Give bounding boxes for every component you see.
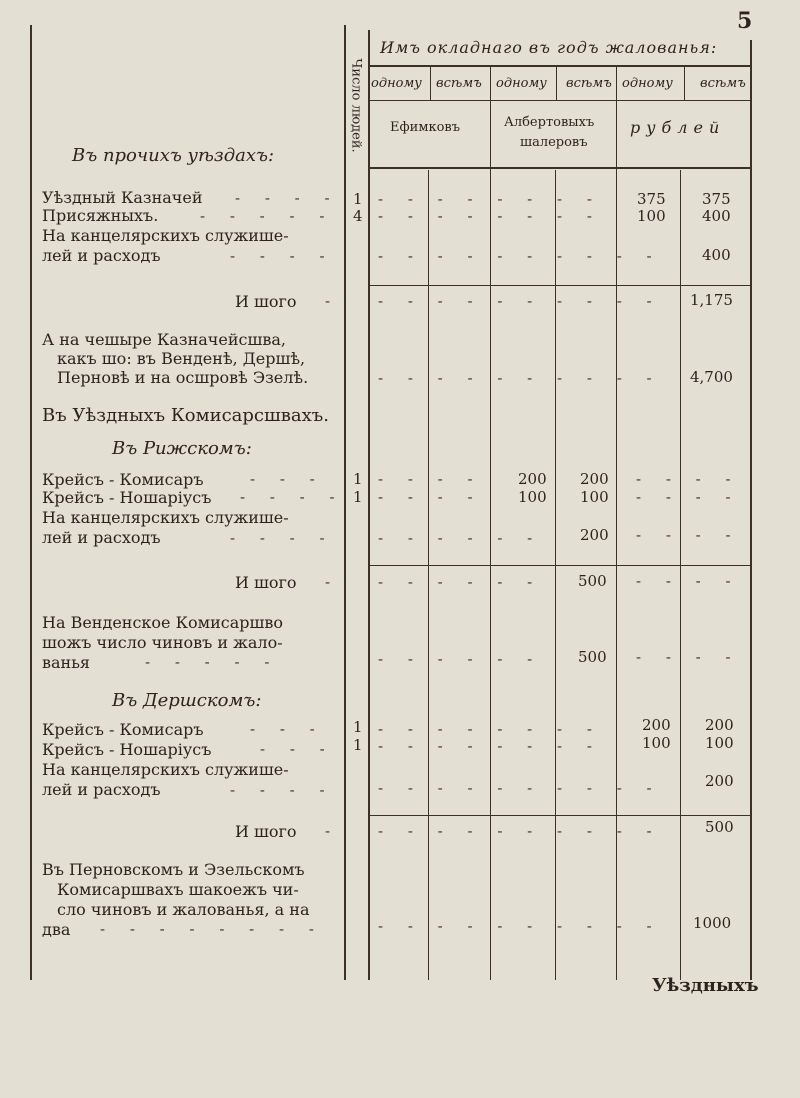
sub-header-5: одному — [622, 76, 673, 91]
dash-leader: - - - - - - - - — [378, 207, 602, 225]
row-label: лей и расходъ — [42, 780, 161, 799]
dash-leader: - - - - - - - - — [100, 920, 324, 938]
rubles-value: 4,700 — [690, 368, 733, 386]
row-label: лей и расходъ — [42, 528, 161, 547]
count-value: 1 — [353, 718, 363, 736]
row-label: Крейсъ - Ношаріусъ — [42, 740, 212, 759]
catchword: Уѣздныхъ — [652, 975, 759, 996]
rubles-all-value: 100 — [705, 734, 734, 752]
dash-leader: - - - — [250, 720, 325, 738]
unit-thalers-line1: Албертовыхъ — [504, 115, 595, 130]
dash-leader: - - - - — [378, 470, 483, 488]
row-label: Присяжныхъ. — [42, 206, 159, 225]
dash-leader: - - - - - — [145, 653, 280, 671]
dash-leader: - - - - — [636, 572, 741, 590]
count-value: 1 — [353, 470, 363, 488]
row-label: какъ шо: въ Венденѣ, Дершѣ, — [57, 349, 306, 368]
total-label: И шого — [235, 573, 297, 592]
thalers-one-value: 100 — [518, 488, 547, 506]
thalers-total-value: 500 — [578, 572, 607, 590]
dash-leader: - - - - - - - - - - — [378, 917, 662, 935]
dash-leader: - - - - - - - - — [378, 737, 602, 755]
dash-leader: - - - - — [636, 488, 741, 506]
rubles-all-value: 400 — [702, 246, 731, 264]
sub-header-2: всѣмъ — [436, 76, 482, 91]
total-rule-3 — [368, 815, 751, 816]
dash-leader: - - - - — [636, 470, 741, 488]
count-value: 1 — [353, 488, 363, 506]
row-label: шожъ число чиновъ и жало- — [42, 633, 283, 652]
col-line-a — [430, 65, 431, 100]
sub-header-1: одному — [371, 76, 422, 91]
dash-leader: - - - - — [378, 488, 483, 506]
count-value: 4 — [353, 207, 363, 225]
dash-leader: - - - - - - - - - - — [378, 369, 662, 387]
thalers-one-value: 200 — [518, 470, 547, 488]
row-label: На Венденское Комисаршво — [42, 613, 283, 632]
rubles-all-value: 375 — [702, 190, 731, 208]
right-border — [750, 40, 752, 980]
row-label: Крейсъ - Комисаръ — [42, 720, 204, 739]
count-column-label: Число людей. — [348, 57, 364, 153]
row-label: лей и расходъ — [42, 246, 161, 265]
row-label: На канцелярскихъ служише- — [42, 226, 289, 245]
dash-leader: - - - - - - — [378, 650, 543, 668]
row-label: Комисаршвахъ шакоежъ чи- — [57, 880, 299, 899]
col-line-c — [556, 65, 557, 100]
dash-leader: - - - — [250, 470, 325, 488]
row-label: На канцелярскихъ служише- — [42, 760, 289, 779]
dash-leader: - - - - - - - - - - — [378, 292, 662, 310]
dash-leader: - - - - - - — [378, 529, 543, 547]
thalers-all-value: 200 — [580, 470, 609, 488]
rubles-one-value: 100 — [637, 207, 666, 225]
dash-leader: - - - - - — [200, 207, 335, 225]
rubles-all-value: 400 — [702, 207, 731, 225]
row-label: Крейсъ - Ношаріусъ — [42, 488, 212, 507]
row-label: На канцелярскихъ служише- — [42, 508, 289, 527]
rubles-all-value: 200 — [705, 772, 734, 790]
dash-leader: - - - - — [230, 529, 335, 547]
dash-leader: - - - - — [235, 189, 340, 207]
dash-leader: - - - - - - - - - - — [378, 779, 662, 797]
dash-leader: - - - - - - — [378, 573, 543, 591]
sub-header-3: одному — [496, 76, 547, 91]
section-title-commissariats: Въ Уѣздныхъ Комисарсшвахъ. — [42, 405, 329, 426]
row-label: два — [42, 920, 71, 939]
sub-header-4: всѣмъ — [566, 76, 612, 91]
rubles-value: 1000 — [693, 914, 732, 932]
section-title-other-districts: Въ прочихъ уѣздахъ: — [72, 145, 275, 166]
header-rule-3 — [368, 167, 751, 169]
left-border — [30, 25, 32, 980]
dash-leader: - - - - — [230, 781, 335, 799]
dash-leader: - - - - — [230, 247, 335, 265]
row-label: Крейсъ - Комисаръ — [42, 470, 204, 489]
dash-leader: - - - - - - - - - - — [378, 247, 662, 265]
rubles-total-value: 500 — [705, 818, 734, 836]
count-value: 1 — [353, 736, 363, 754]
subsection-title-riga: Въ Рижскомъ: — [112, 438, 252, 459]
thalers-value: 500 — [578, 648, 607, 666]
total-rule-1 — [368, 285, 751, 286]
unit-thalers-line2: шалеровъ — [520, 135, 588, 150]
row-label: А на чешыре Казначейсшва, — [42, 330, 286, 349]
rubles-all-value: 200 — [705, 716, 734, 734]
header-title: Имъ окладнаго въ годъ жалованья: — [380, 38, 718, 57]
rubles-total-value: 1,175 — [690, 291, 733, 309]
dash-leader: - - - - - - - - — [378, 720, 602, 738]
header-rule-2 — [368, 100, 751, 101]
dash-leader: - — [325, 822, 341, 840]
page-number: 5 — [737, 8, 753, 34]
row-label: ванья — [42, 653, 91, 672]
row-label: сло чиновъ и жалованья, а на — [57, 900, 310, 919]
unit-efimki: Ефимковъ — [390, 120, 460, 135]
col-line-e — [684, 65, 685, 100]
thalers-all-value: 100 — [580, 488, 609, 506]
rubles-one-value: 100 — [642, 734, 671, 752]
row-label: Перновѣ и на осшровѣ Эзелѣ. — [57, 368, 309, 387]
thalers-all-value: 200 — [580, 526, 609, 544]
dash-leader: - — [325, 573, 341, 591]
total-label: И шого — [235, 822, 297, 841]
dash-leader: - - - - - - - - — [378, 190, 602, 208]
subsection-title-dorpat: Въ Дершскомъ: — [112, 690, 262, 711]
total-label: И шого — [235, 292, 297, 311]
dash-leader: - - - - — [636, 648, 741, 666]
header-rule-1 — [368, 65, 751, 67]
dash-leader: - - - - — [636, 526, 741, 544]
dash-leader: - - - - — [240, 488, 345, 506]
dash-leader: - — [325, 292, 341, 310]
rubles-one-value: 200 — [642, 716, 671, 734]
row-label: Въ Перновскомъ и Эзельскомъ — [42, 860, 305, 879]
count-value: 1 — [353, 190, 363, 208]
count-column-header — [342, 30, 370, 180]
dash-leader: - - - — [260, 740, 335, 758]
dash-leader: - - - - - - - - - - — [378, 822, 662, 840]
col-line-d — [616, 65, 617, 980]
unit-rubles: рублей — [630, 118, 726, 137]
total-rule-2 — [368, 565, 751, 566]
row-label: Уѣздный Казначей — [42, 188, 203, 207]
sub-header-6: всѣмъ — [700, 76, 746, 91]
rubles-one-value: 375 — [637, 190, 666, 208]
